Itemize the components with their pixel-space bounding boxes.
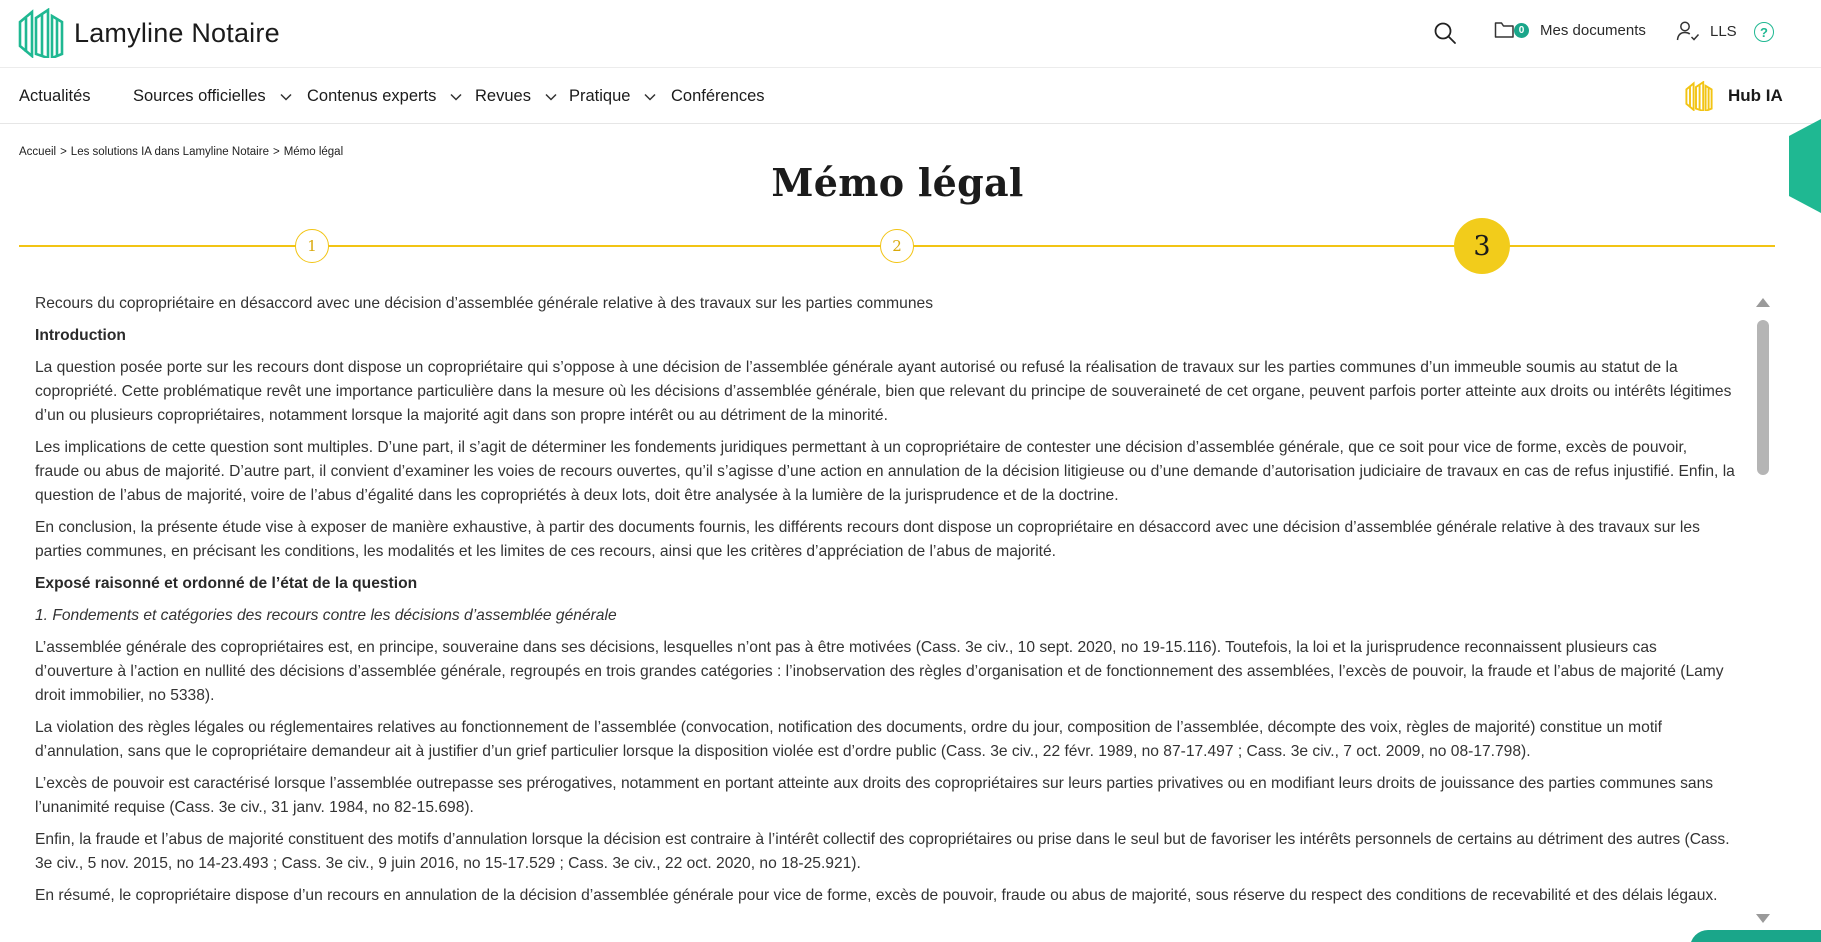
memo-topic: Recours du copropriétaire en désaccord avec une décision d’assemblée générale relative à des travaux sur les parties communes [35,295,933,312]
nav-item-label: Sources officielles [133,87,266,105]
page-title: Mémo légal [771,160,1024,205]
section-1-paragraph: L’excès de pouvoir est caractérisé lorsque l’assemblée outrepasse ses prérogatives, notamment en portant atteinte aux droits des copropriétaires sur leurs parties privatives ou en modifiant leurs droits de jouissance des parties communes sans l’unanimité requise (Cass. 3e civ., 31 janv. 1984, no 82-15.698). [35,775,1714,816]
breadcrumb-current: Mémo légal [283,146,344,158]
nav-item-contenus-experts[interactable] [307,87,462,106]
step-3-active[interactable]: 3 [1454,218,1510,274]
scroll-up-arrow-icon[interactable] [1756,298,1770,307]
hub-ia-label: Hub IA [1728,86,1783,105]
hub-ia-logo-icon [1684,81,1714,111]
nav-item-sources-officielles[interactable] [133,87,292,106]
hub-ia-button[interactable] [1684,81,1783,111]
breadcrumb-ai-solutions[interactable]: Les solutions IA dans Lamyline Notaire [70,146,269,158]
help-icon[interactable]: ? [1754,22,1774,42]
nav-item-label: Revues [475,87,531,105]
scrollbar-thumb[interactable] [1757,320,1769,475]
section-1-paragraph: En résumé, le copropriétaire dispose d’un recours en annulation de la décision d’assemblée générale pour vice de forme, excès de pouvoir, fraude ou abus de majorité, sous réserve du respect des conditions de recevabilité et des délais légaux. [35,887,1718,904]
user-check-icon [1676,20,1700,42]
intro-paragraph: La question posée porte sur les recours dont dispose un copropriétaire qui s’oppose à une décision de l’assemblée générale ayant autorisé ou refusé la réalisation de travaux sur les parties communes d’un immeuble soumis au statut de la copropriété. Cette problématique revêt une importance particulière dans la mesure où les décisions d’assemblée générale, bien que relevant du principe de souveraineté de cet organe, peuvent parfois porter atteinte aux droits ou intérêts légitimes d’un ou plusieurs copropriétaires, notamment lorsque la majorité agit dans son propre intérêt ou au détriment de la minorité. [35,359,1732,424]
breadcrumb-home[interactable]: Accueil [19,146,57,158]
folder-icon [1494,20,1525,40]
section-1-paragraph: L’assemblée générale des copropriétaires est, en principe, souveraine dans ses décisions, lesquelles n’ont pas à être motivées (Cass. 3e civ., 10 sept. 2020, no 19-15.116). Toutefois, la loi et la jurisprudence reconnaissent plusieurs cas d’ouverture à l’action en nullité des décisions d’assemblée générale, regroupés en trois grandes catégories : l’inobservation des règles d’organisation et de fonctionnement des assemblées, l’excès de pouvoir, la fraude et l’abus de majorité (Lamy droit immobilier, no 5338). [35,639,1724,704]
nav-item-label: Conférences [671,87,765,105]
breadcrumb [19,146,343,158]
app-logo[interactable] [18,8,280,58]
intro-paragraph: En conclusion, la présente étude vise à exposer de manière exhaustive, à partir des documents fournis, les différents recours dont dispose un copropriétaire en désaccord avec une décision d’assemblée générale relative à des travaux sur les parties communes, en précisant les conditions, les modalités et les limites de ces recours, ainsi que les critères d’appréciation de l’abus de majorité. [35,519,1700,560]
nav-item-actualites[interactable] [19,87,91,106]
content-scrollbar[interactable] [1756,298,1770,930]
user-initials: LLS [1710,22,1737,40]
my-documents-button[interactable] [1494,20,1646,40]
memo-content [35,292,1735,942]
nav-item-label: Pratique [569,87,631,105]
progress-stepper [19,216,1775,276]
lamyline-logo-icon [18,8,64,58]
user-menu[interactable] [1676,20,1737,42]
intro-heading: Introduction [35,327,126,344]
nav-item-conferences[interactable] [671,87,765,106]
documents-count-badge: 0 [1514,23,1529,38]
search-icon[interactable] [1432,20,1458,46]
chat-widget-tab[interactable] [1690,930,1821,942]
step-2[interactable]: 2 [880,229,914,263]
nav-item-revues[interactable] [475,87,557,106]
section-1-paragraph: Enfin, la fraude et l’abus de majorité constituent des motifs d’annulation lorsque la décision est contraire à l’intérêt collectif des copropriétaires ou prise dans le seul but de favoriser les intérêts personnels de certains au détriment des autres (Cass. 3e civ., 5 nov. 2015, no 14-23.493 ; Cass. 3e civ., 9 juin 2016, no 15-17.529 ; Cass. 3e civ., 22 oct. 2020, no 18-25.921). [35,831,1730,872]
expose-heading: Exposé raisonné et ordonné de l’état de la question [35,575,418,592]
main-navigation [0,69,1821,124]
scroll-down-arrow-icon[interactable] [1756,914,1770,923]
nav-item-label: Contenus experts [307,87,437,105]
chevron-down-icon [644,93,656,101]
chevron-down-icon [450,93,462,101]
section-1-paragraph: La violation des règles légales ou réglementaires relatives au fonctionnement de l’assemblée (convocation, notification des documents, ordre du jour, composition de l’assemblée, décompte des voix, règles de majorité) constitue un motif d’annulation, sans que le copropriétaire demandeur ait à justifier d’un grief particulier lorsque la disposition violée est d’ordre public (Cass. 3e civ., 22 févr. 1989, no 87-17.497 ; Cass. 3e civ., 7 oct. 2009, no 08-17.798). [35,719,1662,760]
section-1-title: 1. Fondements et catégories des recours contre les décisions d’assemblée générale [35,607,617,624]
chevron-down-icon [280,93,292,101]
intro-paragraph: Les implications de cette question sont multiples. D’une part, il s’agit de déterminer les fondements juridiques permettant à un copropriétaire de contester une décision d’assemblée générale, que ce soit pour vice de forme, excès de pouvoir, fraude ou abus de majorité. D’autre part, il convient d’examiner les voies de recours ouvertes, qu’il s’agisse d’une action en annulation de la décision litigieuse ou d’une demande d’autorisation judiciaire de travaux en cas de refus injustifié. Enfin, la question de l’abus de majorité, voire de l’abus d’égalité dans les copropriétés à deux lots, doit être analysée à la lumière de la jurisprudence et de la doctrine. [35,439,1735,504]
nav-item-pratique[interactable] [569,87,656,106]
app-title: Lamyline Notaire [74,17,280,48]
chevron-down-icon [545,93,557,101]
top-header [0,0,1821,68]
nav-item-label: Actualités [19,87,91,105]
my-documents-label: Mes documents [1540,21,1646,39]
breadcrumb-separator: > [60,146,67,158]
breadcrumb-separator: > [272,146,280,158]
step-1[interactable]: 1 [295,229,329,263]
